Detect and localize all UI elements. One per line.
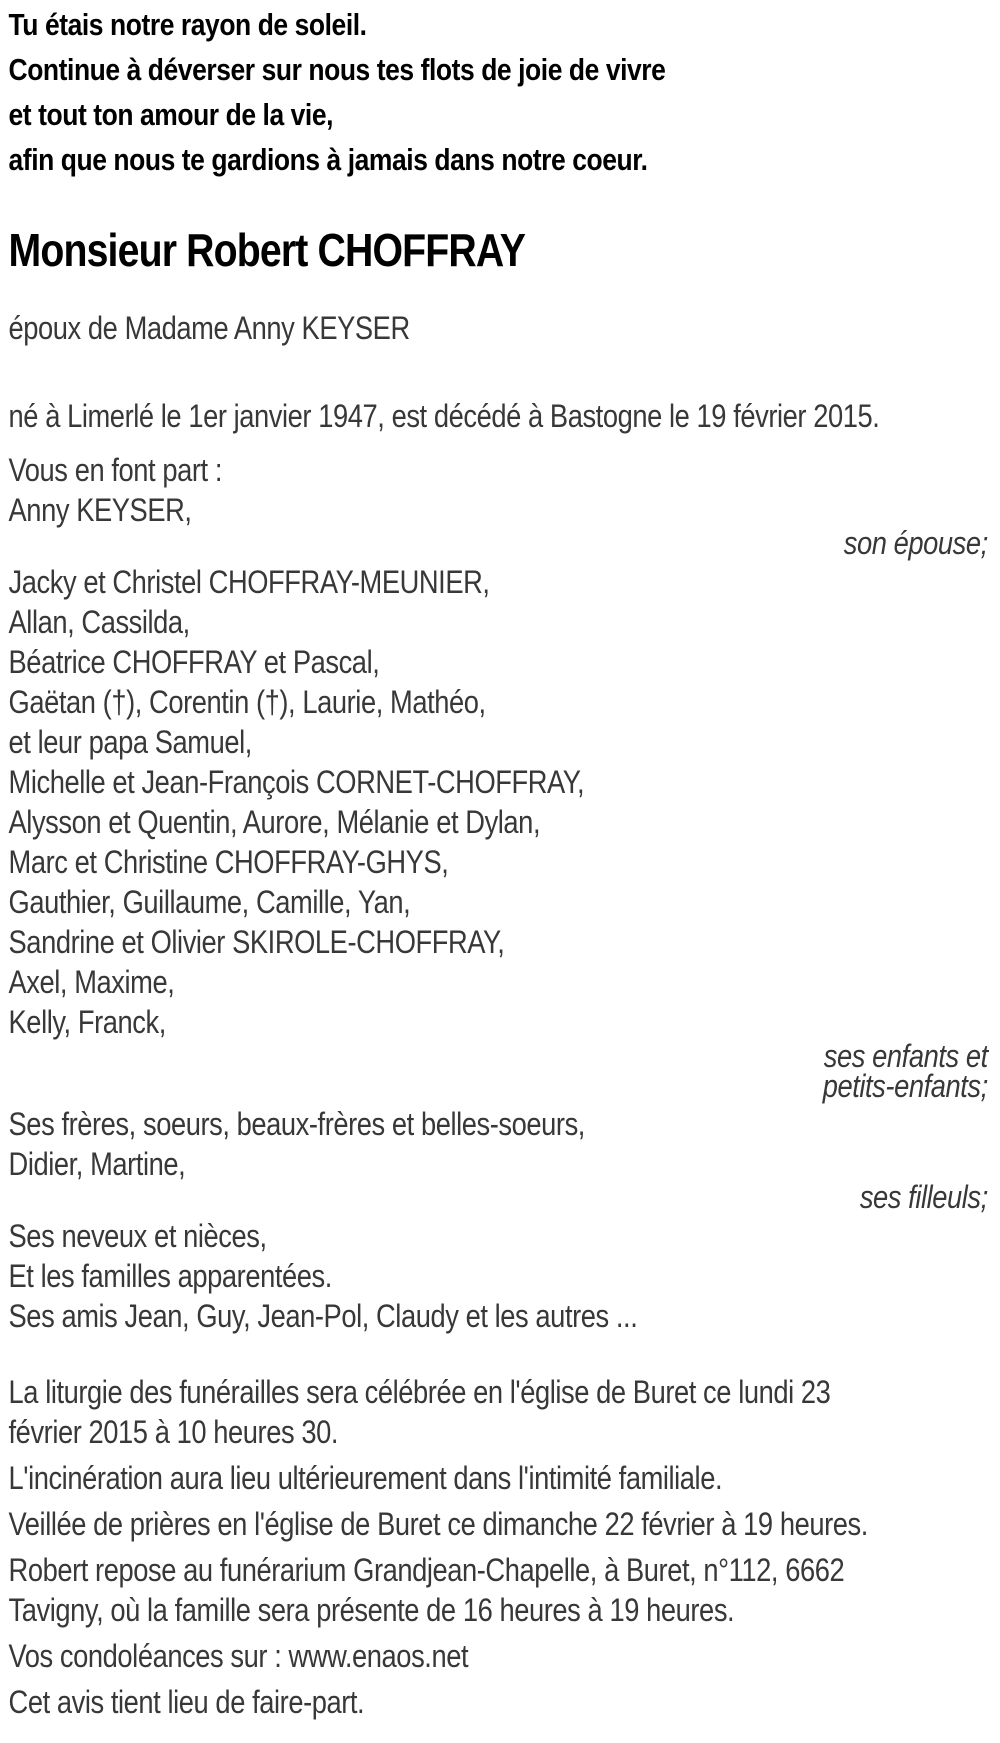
notice-line: Cet avis tient lieu de faire-part. xyxy=(8,1684,365,1720)
godchildren-relation-label: ses filleuls; xyxy=(859,1179,988,1215)
children-relation-line: ses enfants et xyxy=(823,1038,988,1074)
epitaph-quote xyxy=(9,2,988,182)
family-line: Marc et Christine CHOFFRAY-GHYS, xyxy=(8,844,449,880)
liturgy-line: La liturgie des funérailles sera célébrée en l'église de Buret ce lundi 23 xyxy=(8,1374,831,1410)
family-line: Gaëtan (†), Corentin (†), Laurie, Mathéo, xyxy=(8,684,486,720)
repose-line: Robert repose au funérarium Grandjean-Chapelle, à Buret, n°112, 6662 xyxy=(8,1552,845,1588)
condolences-line: Vos condoléances sur : www.enaos.net xyxy=(8,1638,469,1674)
vigil-line: Veillée de prières en l'église de Buret ce dimanche 22 février à 19 heures. xyxy=(8,1506,868,1542)
children-relation-line: petits-enfants; xyxy=(822,1068,988,1104)
epitaph-line: Tu étais notre rayon de soleil. xyxy=(8,7,367,42)
wife-name: Anny KEYSER, xyxy=(8,492,192,528)
family-line: Béatrice CHOFFRAY et Pascal, xyxy=(8,644,380,680)
family-line: Allan, Cassilda, xyxy=(8,604,190,640)
repose-line: Tavigny, où la famille sera présente de 16 heures à 19 heures. xyxy=(8,1592,735,1628)
epitaph-line: afin que nous te gardions à jamais dans notre coeur. xyxy=(8,142,648,177)
siblings-line: Ses frères, soeurs, beaux-frères et belles-soeurs, xyxy=(8,1106,585,1142)
epitaph-line: et tout ton amour de la vie, xyxy=(8,97,334,132)
godchildren-names: Didier, Martine, xyxy=(8,1146,186,1182)
wife-relation-label: son épouse; xyxy=(843,525,988,561)
family-line: Alysson et Quentin, Aurore, Mélanie et Dylan, xyxy=(8,804,541,840)
family-line: Gauthier, Guillaume, Camille, Yan, xyxy=(8,884,411,920)
liturgy-line: février 2015 à 10 heures 30. xyxy=(8,1414,339,1450)
epitaph-line: Continue à déverser sur nous tes flots de joie de vivre xyxy=(8,52,666,87)
spouse-of-line: époux de Madame Anny KEYSER xyxy=(8,310,410,346)
family-line: Jacky et Christel CHOFFRAY-MEUNIER, xyxy=(8,564,490,600)
nephews-line: Ses neveux et nièces, xyxy=(8,1218,267,1254)
family-line: et leur papa Samuel, xyxy=(8,724,252,760)
liturgy-paragraph xyxy=(9,1372,988,1452)
children-relation-label xyxy=(9,1038,988,1104)
family-line: Michelle et Jean-François CORNET-CHOFFRAY, xyxy=(8,764,585,800)
friends-line: Ses amis Jean, Guy, Jean-Pol, Claudy et les autres ... xyxy=(8,1298,638,1334)
life-dates-line: né à Limerlé le 1er janvier 1947, est décédé à Bastogne le 19 février 2015. xyxy=(8,398,880,434)
family-line: Kelly, Franck, xyxy=(8,1004,166,1040)
children-list xyxy=(9,562,988,1042)
families-line: Et les familles apparentées. xyxy=(8,1258,332,1294)
cremation-line: L'incinération aura lieu ultérieurement dans l'intimité familiale. xyxy=(8,1460,723,1496)
announcement-intro: Vous en font part : xyxy=(8,452,222,488)
deceased-name: Monsieur Robert CHOFFRAY xyxy=(8,224,526,276)
family-line: Sandrine et Olivier SKIROLE-CHOFFRAY, xyxy=(8,924,505,960)
family-line: Axel, Maxime, xyxy=(8,964,175,1000)
repose-paragraph xyxy=(9,1550,988,1630)
